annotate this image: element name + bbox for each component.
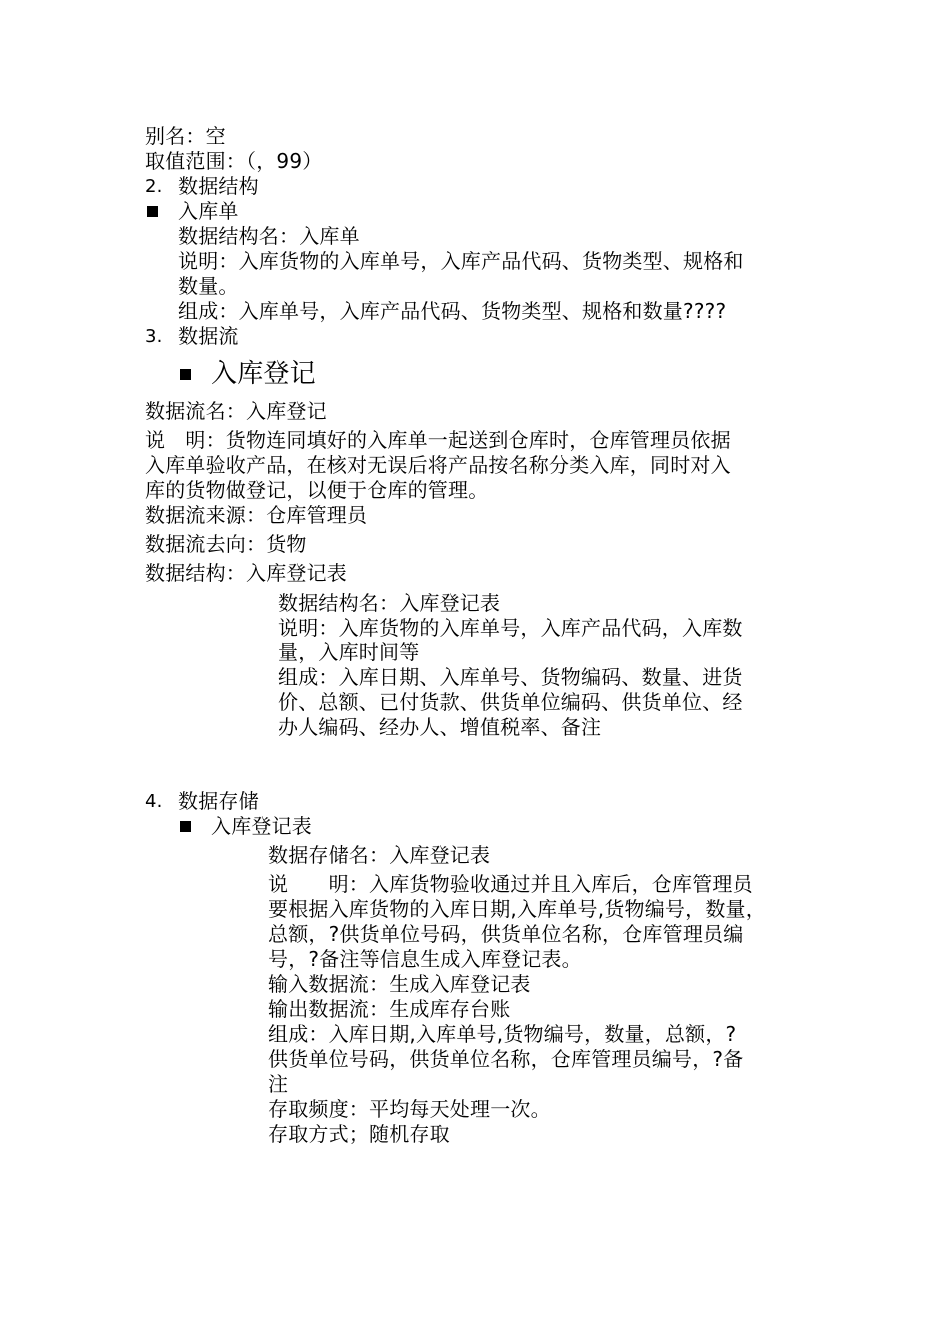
section4-desc-line2: 要根据入库货物的入库日期,入库单号,货物编号，数量， xyxy=(268,897,766,921)
section2-number: 2. xyxy=(145,176,163,197)
section4-number: 4. xyxy=(145,791,163,812)
section4-name: 数据存储名：入库登记表 xyxy=(268,843,491,867)
section3-structure: 数据结构：入库登记表 xyxy=(145,561,347,585)
section4-frequency: 存取频度：平均每天处理一次。 xyxy=(268,1097,551,1121)
section2-desc-line2: 数量。 xyxy=(178,274,239,298)
section3-desc-line2: 入库单验收产品，在核对无误后将产品按名称分类入库，同时对入 xyxy=(145,453,731,477)
section2-title: 数据结构 xyxy=(178,174,259,198)
section4-method: 存取方式；随机存取 xyxy=(268,1122,450,1146)
section4-title: 数据存储 xyxy=(178,789,259,813)
section3-desc-line3: 库的货物做登记，以便于仓库的管理。 xyxy=(145,478,489,502)
section3-desc-line1: 说 明：货物连同填好的入库单一起送到仓库时，仓库管理员依据 xyxy=(145,428,731,452)
section4-desc-line1: 说 明：入库货物验收通过并且入库后，仓库管理员 xyxy=(268,872,753,896)
alias-line: 别名：空 xyxy=(145,124,226,148)
section3-destination: 数据流去向：货物 xyxy=(145,532,307,556)
section3-item-title: 入库登记 xyxy=(211,359,316,389)
section2-composition: 组成：入库单号，入库产品代码、货物类型、规格和数量???? xyxy=(178,299,727,323)
section3-source: 数据流来源：仓库管理员 xyxy=(145,503,368,527)
section3-struct-comp-line1: 组成：入库日期、入库单号、货物编码、数量、进货 xyxy=(278,665,743,689)
section3-struct-name: 数据结构名：入库登记表 xyxy=(278,591,501,615)
square-bullet-icon xyxy=(147,206,158,217)
section3-struct-comp-line3: 办人编码、经办人、增值税率、备注 xyxy=(278,715,602,739)
section2-item-title: 入库单 xyxy=(178,199,239,223)
section3-struct-desc-line1: 说明：入库货物的入库单号，入库产品代码，入库数 xyxy=(278,616,743,640)
section4-desc-line4: 号，?备注等信息生成入库登记表。 xyxy=(268,947,582,971)
section4-comp-line2: 供货单位号码，供货单位名称，仓库管理员编号，?备 xyxy=(268,1047,744,1071)
square-bullet-icon xyxy=(180,821,191,832)
square-bullet-icon xyxy=(180,369,191,380)
section4-output-flow: 输出数据流：生成库存台账 xyxy=(268,997,511,1021)
section3-name: 数据流名：入库登记 xyxy=(145,399,327,423)
section4-comp-line3: 注 xyxy=(268,1072,289,1096)
section3-struct-comp-line2: 价、总额、已付货款、供货单位编码、供货单位、经 xyxy=(278,690,743,714)
section3-number: 3. xyxy=(145,326,163,347)
section3-title: 数据流 xyxy=(178,324,239,348)
section4-comp-line1: 组成：入库日期,入库单号,货物编号，数量，总额，? xyxy=(268,1022,737,1046)
section2-desc-line1: 说明：入库货物的入库单号，入库产品代码、货物类型、规格和 xyxy=(178,249,744,273)
range-line: 取值范围：（，99） xyxy=(145,149,323,173)
section4-desc-line3: 总额，?供货单位号码，供货单位名称，仓库管理员编 xyxy=(268,922,744,946)
section2-name: 数据结构名：入库单 xyxy=(178,224,360,248)
section4-item-title: 入库登记表 xyxy=(211,814,312,838)
section3-struct-desc-line2: 量，入库时间等 xyxy=(278,640,420,664)
section4-input-flow: 输入数据流：生成入库登记表 xyxy=(268,972,531,996)
